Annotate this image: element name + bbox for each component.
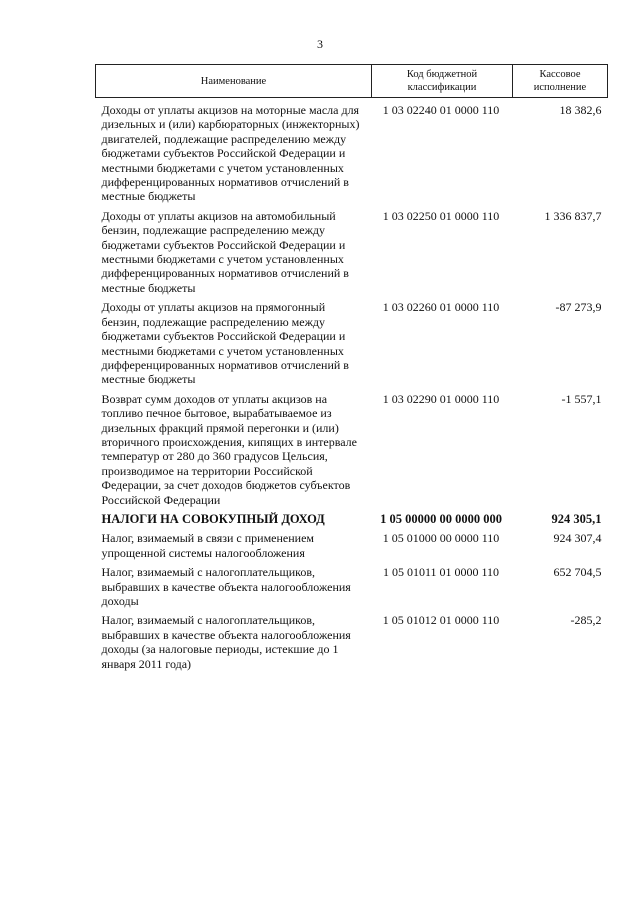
row-name: Налог, взимаемый с налогоплательщиков, выбравших в качестве объекта налогообложения доходы — [101, 565, 351, 608]
row-name: Налог, взимаемый в связи с применением упрощенной системы налогообложения — [101, 531, 315, 560]
row-code: 1 03 02260 01 0000 110 — [382, 300, 500, 315]
table-row — [96, 531, 608, 565]
budget-revenue-table — [95, 64, 608, 676]
row-code: 1 03 02240 01 0000 110 — [382, 103, 500, 117]
column-header-name: Наименование — [96, 65, 372, 98]
table-row — [96, 613, 608, 676]
row-amount: -1 557,1 — [561, 391, 602, 406]
row-name: Доходы от уплаты акцизов на автомобильный бензин, подлежащие распределению между бюджетами субъектов Российской Федерации и местными бюджетами с учетом установленных дифференцированных нормативов отчислений в местные бюджеты — [101, 208, 349, 295]
row-amount: -285,2 — [570, 613, 602, 628]
row-name: Налог, взимаемый с налогоплательщиков, выбравших в качестве объекта налогообложения доходы (за налоговые периоды, истекшие до 1 января 2011 года) — [101, 613, 351, 671]
table-row — [96, 209, 608, 300]
row-name: Возврат сумм доходов от уплаты акцизов на топливо печное бытовое, вырабатываемое из дизельных фракций прямой перегонки и (или) вторичного происхождения, кипящих в интервале температур от 280 до 360 градусов Цельсия, производимое на территории Российской Федерации, за счет доходов бюджетов субъектов Российской Федерации — [101, 391, 357, 507]
row-amount: 924 307,4 — [553, 531, 602, 546]
table-row — [96, 392, 608, 512]
column-header-code: Код бюджетной классификации — [372, 65, 513, 98]
table-header-row — [96, 65, 608, 98]
row-amount: 18 382,6 — [559, 103, 602, 117]
table-row — [96, 565, 608, 613]
row-code: 1 05 01011 01 0000 110 — [382, 565, 500, 580]
row-name: Доходы от уплаты акцизов на прямогонный бензин, подлежащие распределению между бюджетами субъектов Российской Федерации и местными бюджетами с учетом установленных дифференцированных нормативов отчислений в местные бюджеты — [101, 300, 349, 387]
table-row — [96, 300, 608, 391]
row-code: 1 03 02290 01 0000 110 — [382, 391, 500, 406]
row-name: НАЛОГИ НА СОВОКУПНЫЙ ДОХОД — [101, 511, 325, 526]
column-header-execution: Кассовое исполнение — [513, 65, 608, 98]
row-code: 1 05 00000 00 0000 000 — [380, 511, 502, 526]
page-number: 3 — [317, 37, 323, 51]
row-code: 1 03 02250 01 0000 110 — [382, 208, 500, 223]
row-amount: 652 704,5 — [553, 565, 602, 580]
row-amount: 924 305,1 — [551, 511, 602, 526]
row-code: 1 05 01000 00 0000 110 — [382, 531, 500, 546]
row-amount: 1 336 837,7 — [544, 208, 602, 223]
row-code: 1 05 01012 01 0000 110 — [382, 613, 500, 628]
row-amount: -87 273,9 — [555, 300, 602, 315]
row-name: Доходы от уплаты акцизов на моторные масла для дизельных и (или) карбюраторных (инжекторных) двигателей, подлежащие распределению между бюджетами субъектов Российской Федерации и местными бюджетами с учетом установленных дифференцированных нормативов отчислений в местные бюджеты — [101, 103, 360, 204]
table-row-section-total — [96, 512, 608, 531]
table-row — [96, 98, 608, 209]
